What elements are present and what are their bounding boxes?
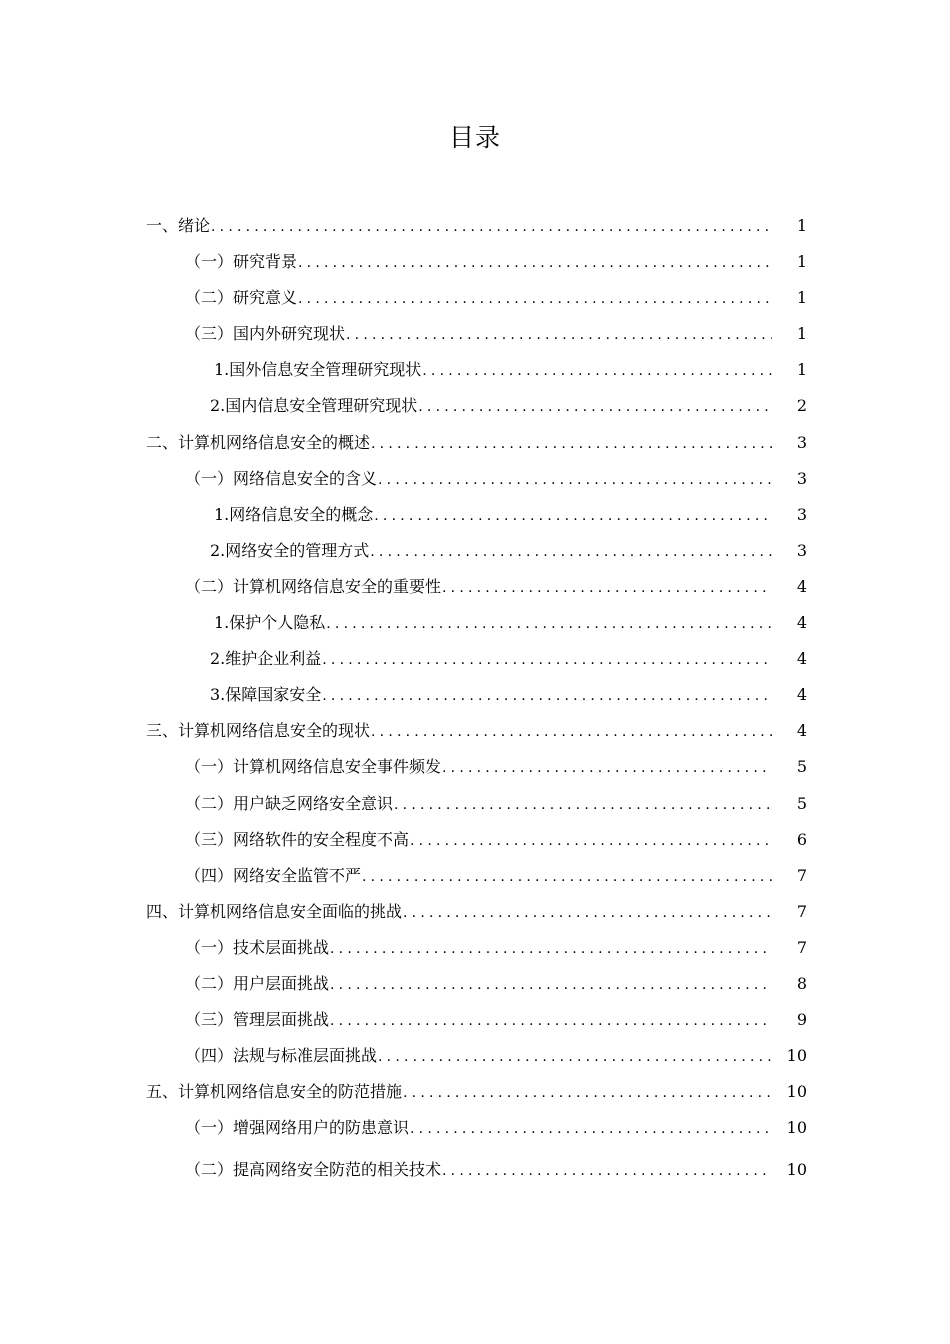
toc-dot-leader [330, 931, 772, 967]
toc-entry[interactable] [146, 1002, 810, 1038]
toc-dot-leader [370, 534, 772, 570]
toc-dot-leader [346, 317, 772, 353]
toc-page-number: 4 [796, 613, 807, 633]
toc-dot-leader [322, 678, 772, 714]
toc-entry[interactable] [146, 786, 810, 822]
toc-dot-leader [298, 245, 772, 281]
toc-dot-leader [211, 209, 772, 245]
toc-dot-leader [403, 895, 772, 931]
toc-dot-leader [422, 353, 772, 389]
toc-page-number: 10 [786, 1046, 807, 1066]
toc-entry-title: 3.保障国家安全 [210, 685, 322, 705]
toc-entry-title: 三、计算机网络信息安全的现状 [146, 721, 371, 741]
toc-entry[interactable] [146, 244, 810, 280]
toc-entry-title: 2.维护企业利益 [210, 649, 322, 669]
toc-entry-title: （二）用户缺乏网络安全意识 [185, 793, 394, 813]
toc-entry-title: 1.保护个人隐私 [214, 613, 326, 633]
toc-dot-leader [371, 714, 772, 750]
toc-dot-leader [322, 642, 772, 678]
toc-dot-leader [394, 787, 772, 823]
toc-entry[interactable] [146, 1146, 810, 1188]
toc-page-number: 10 [786, 1082, 807, 1102]
toc-page-number: 5 [796, 757, 807, 777]
toc-entry[interactable] [146, 1110, 810, 1146]
toc-entry[interactable] [146, 713, 810, 749]
toc-entry[interactable] [146, 352, 810, 388]
toc-page-number: 1 [796, 252, 807, 272]
toc-page-number: 1 [796, 216, 807, 235]
toc-entry[interactable] [146, 749, 810, 785]
toc-entry-title: （一）技术层面挑战 [185, 937, 330, 957]
toc-dot-leader [442, 750, 772, 786]
toc-entry-title: 2.网络安全的管理方式 [210, 540, 370, 560]
toc-dot-leader [362, 859, 772, 895]
toc-entry[interactable] [146, 425, 810, 461]
toc-entry-title: 1.国外信息安全管理研究现状 [214, 360, 422, 380]
toc-entry-title: 1.网络信息安全的概念 [214, 504, 374, 524]
toc-entry-title: 四、计算机网络信息安全面临的挑战 [146, 901, 403, 921]
toc-entry-title: （一）增强网络用户的防患意识 [185, 1118, 410, 1138]
toc-entry-title: （三）网络软件的安全程度不高 [185, 829, 410, 849]
toc-entry[interactable] [146, 280, 810, 316]
toc-page-number: 10 [786, 1160, 807, 1180]
toc-page-number: 4 [796, 685, 807, 705]
toc-entry-title: （三）管理层面挑战 [185, 1010, 330, 1030]
toc-entry[interactable] [146, 208, 810, 244]
toc-entry[interactable] [146, 930, 810, 966]
toc-page-number: 3 [796, 540, 807, 560]
toc-entry[interactable] [146, 497, 810, 533]
toc-dot-leader [371, 426, 772, 462]
toc-dot-leader [378, 462, 772, 498]
toc-entry-title: （二）计算机网络信息安全的重要性 [185, 576, 442, 596]
toc-entry-title: （一）研究背景 [185, 252, 298, 272]
toc-entry[interactable] [146, 858, 810, 894]
toc-entry[interactable] [146, 1074, 810, 1110]
toc-page-number: 9 [796, 1010, 807, 1030]
toc-page-number: 8 [796, 973, 807, 993]
toc-page-number: 1 [796, 324, 807, 344]
toc-entry-title: （二）提高网络安全防范的相关技术 [185, 1160, 442, 1180]
toc-entry-title: 2.国内信息安全管理研究现状 [210, 396, 418, 416]
toc-page-number: 4 [796, 649, 807, 669]
toc-entry[interactable] [146, 569, 810, 605]
toc-title: 目录 [448, 123, 501, 152]
toc-entry[interactable] [146, 966, 810, 1002]
toc-dot-leader [326, 606, 772, 642]
toc-entry-title: 五、计算机网络信息安全的防范措施 [146, 1082, 403, 1102]
toc-dot-leader [418, 389, 772, 425]
toc-dot-leader [298, 281, 772, 317]
toc-entry-title: 一、绪论 [146, 216, 211, 235]
toc-page-number: 7 [796, 865, 807, 885]
toc-page-number: 1 [796, 360, 807, 380]
toc-entry-title: 二、计算机网络信息安全的概述 [146, 432, 371, 452]
table-of-contents [146, 208, 810, 1188]
toc-dot-leader [442, 1147, 772, 1195]
toc-entry-title: （三）国内外研究现状 [185, 324, 346, 344]
toc-entry-title: （二）研究意义 [185, 288, 298, 308]
toc-entry[interactable] [146, 533, 810, 569]
toc-dot-leader [403, 1075, 772, 1111]
toc-page-number: 5 [796, 793, 807, 813]
toc-dot-leader [374, 498, 772, 534]
toc-entry-title: （四）法规与标准层面挑战 [185, 1046, 378, 1066]
toc-page-number: 7 [796, 937, 807, 957]
toc-entry-title: （一）计算机网络信息安全事件频发 [185, 757, 442, 777]
toc-page-number: 6 [796, 829, 807, 849]
toc-page-number: 7 [796, 901, 807, 921]
toc-entry-title: （二）用户层面挑战 [185, 973, 330, 993]
toc-entry[interactable] [146, 1038, 810, 1074]
toc-entry[interactable] [146, 388, 810, 424]
toc-dot-leader [330, 967, 772, 1003]
toc-page-number: 4 [796, 721, 807, 741]
toc-page-number: 1 [796, 288, 807, 308]
toc-dot-leader [410, 1111, 772, 1147]
toc-page-number: 10 [786, 1118, 807, 1138]
toc-entry[interactable] [146, 461, 810, 497]
toc-entry-title: （一）网络信息安全的含义 [185, 468, 378, 488]
toc-entry[interactable] [146, 316, 810, 352]
toc-page-number: 3 [796, 504, 807, 524]
toc-page-number: 3 [796, 432, 807, 452]
toc-entry[interactable] [146, 677, 810, 713]
toc-entry[interactable] [146, 894, 810, 930]
toc-entry[interactable] [146, 641, 810, 677]
toc-entry[interactable] [146, 605, 810, 641]
toc-dot-leader [378, 1039, 772, 1075]
toc-page-number: 4 [796, 576, 807, 596]
toc-dot-leader [410, 823, 772, 859]
toc-dot-leader [330, 1003, 772, 1039]
toc-page-number: 3 [796, 468, 807, 488]
toc-entry[interactable] [146, 822, 810, 858]
toc-entry-title: （四）网络安全监管不严 [185, 865, 362, 885]
toc-dot-leader [442, 570, 772, 606]
toc-page-number: 2 [796, 396, 807, 416]
